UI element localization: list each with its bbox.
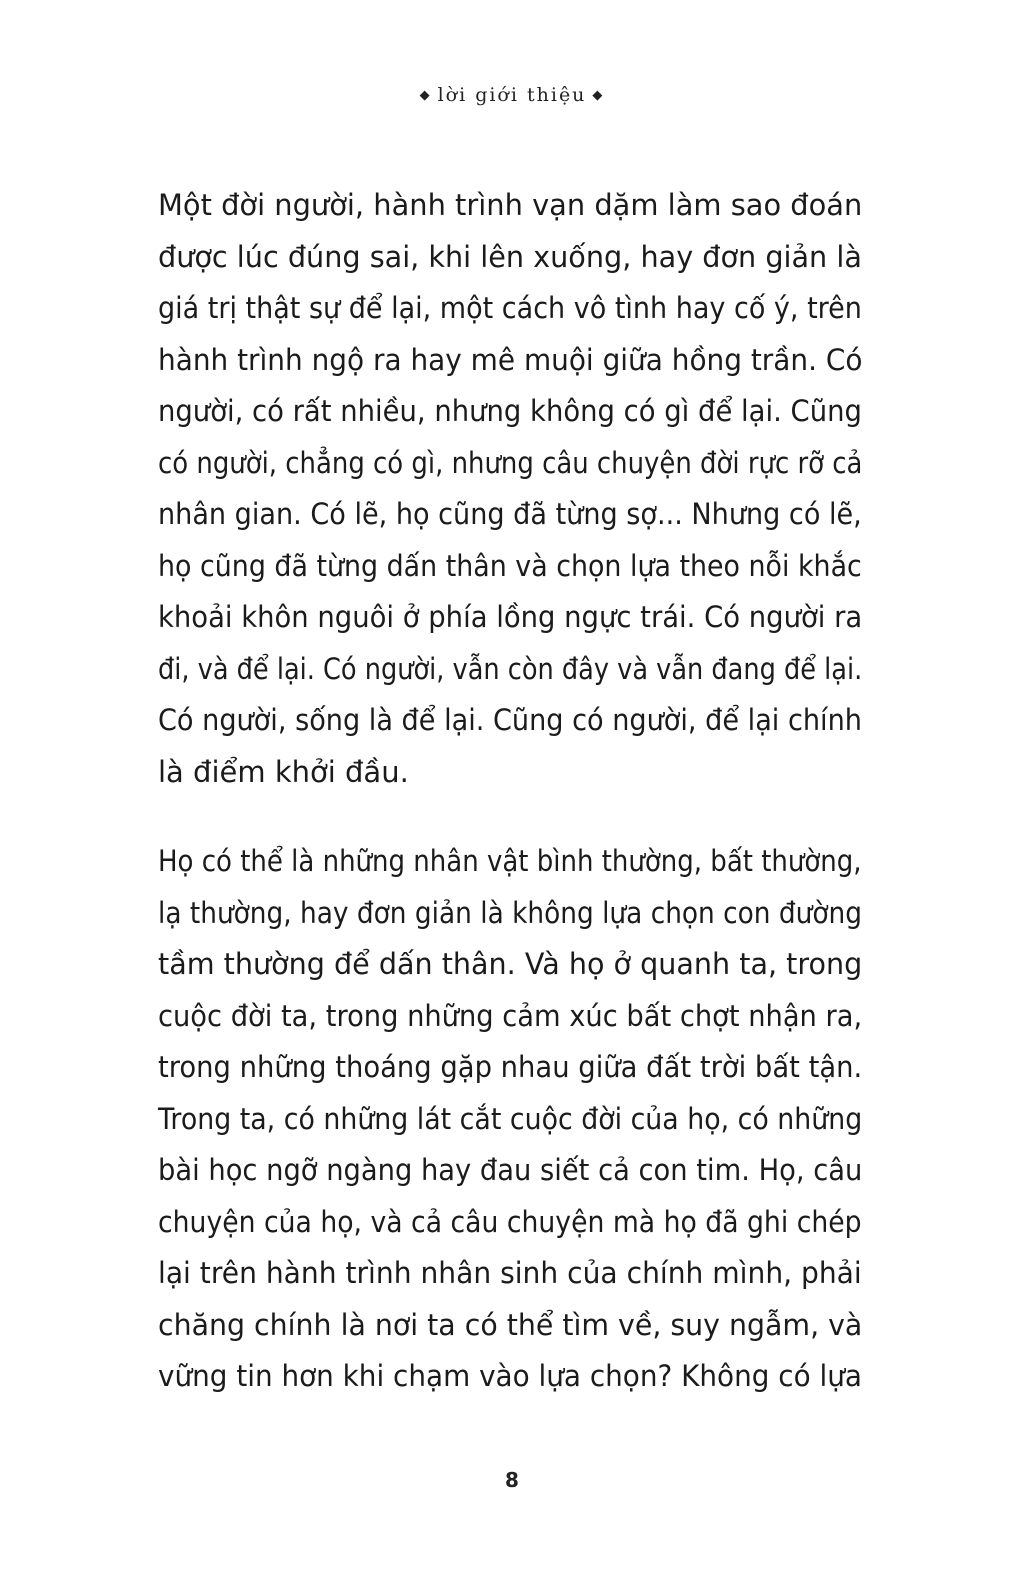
paragraph-line: tầm thường để dấn thân. Và họ ở quanh ta, trong	[158, 947, 863, 981]
paragraph-line: bài học ngỡ ngàng hay đau siết cả con tim. Họ, câu	[158, 1153, 863, 1187]
paragraph-line: đi, và để lại. Có người, vẫn còn đây và vẫn đang để lại.	[158, 651, 863, 686]
paragraph-line: Có người, sống là để lại. Cũng có người, để lại chính	[158, 703, 862, 737]
header-title: lời giới thiệu	[437, 84, 587, 106]
ornament-right-icon: ◆	[592, 88, 605, 103]
paragraph-line: Trong ta, có những lát cắt cuộc đời của họ, có những	[158, 1101, 863, 1136]
ornament-left-icon: ◆	[419, 88, 432, 103]
running-header	[0, 84, 1024, 106]
paragraph-line: nhân gian. Có lẽ, họ cũng đã từng sợ... Nhưng có lẽ,	[158, 497, 862, 531]
paragraph-line: trong những thoáng gặp nhau giữa đất trời bất tận.	[158, 1050, 863, 1084]
paragraph-line: Một đời người, hành trình vạn dặm làm sao đoán	[158, 188, 863, 222]
paragraph-line: là điểm khởi đầu.	[158, 754, 409, 789]
paragraph-line: người, có rất nhiều, nhưng không có gì để lại. Cũng	[158, 394, 862, 428]
paragraph-line: Họ có thể là những nhân vật bình thường, bất thường,	[158, 844, 862, 878]
paragraph-line: chuyện của họ, và cả câu chuyện mà họ đã ghi chép	[158, 1204, 862, 1239]
page-number: 8	[505, 1468, 519, 1492]
paragraph-line: có người, chẳng có gì, nhưng câu chuyện đời rực rỡ cả	[158, 445, 863, 480]
paragraph-2	[158, 836, 862, 1403]
paragraph-line: hành trình ngộ ra hay mê muội giữa hồng trần. Có	[158, 342, 863, 377]
paragraph-line: lại trên hành trình nhân sinh của chính mình, phải	[158, 1256, 862, 1290]
paragraph-line: được lúc đúng sai, khi lên xuống, hay đơn giản là	[158, 239, 862, 274]
paragraph-line: khoải khôn nguôi ở phía lồng ngực trái. Có người ra	[158, 600, 863, 634]
paragraph-line: vững tin hơn khi chạm vào lựa chọn? Không có lựa	[158, 1359, 862, 1393]
paragraph-1	[158, 180, 862, 798]
paragraph-line: cuộc đời ta, trong những cảm xúc bất chợt nhận ra,	[158, 998, 863, 1033]
paragraph-line: chăng chính là nơi ta có thể tìm về, suy ngẫm, và	[158, 1307, 863, 1342]
paragraph-line: giá trị thật sự để lại, một cách vô tình hay cố ý, trên	[158, 291, 862, 325]
paragraph-line: họ cũng đã từng dấn thân và chọn lựa theo nỗi khắc	[158, 548, 862, 583]
paragraph-line: lạ thường, hay đơn giản là không lựa chọn con đường	[158, 895, 862, 930]
